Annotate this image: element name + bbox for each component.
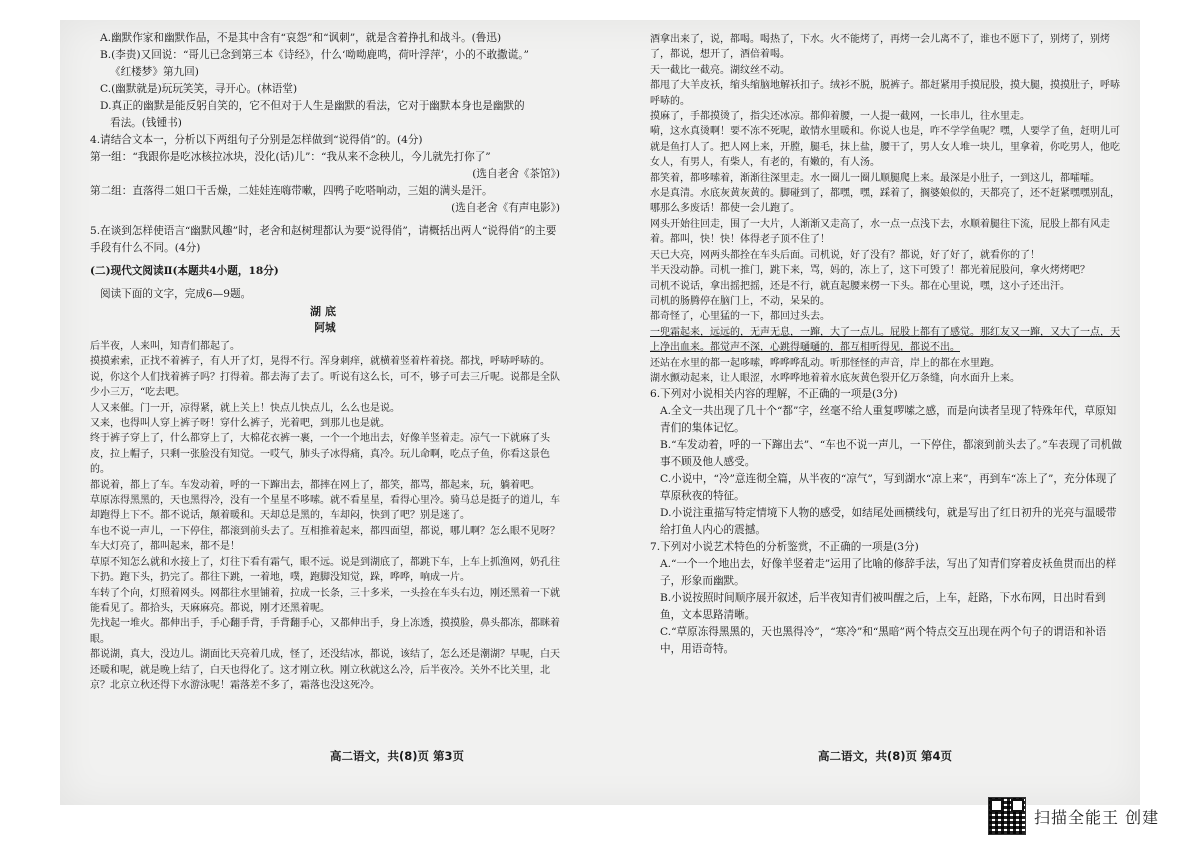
story-paragraph: 车转了个向，灯照着网头。网都往水里铺着，拉成一长条，三十多米，一头捡在车头右边，刚还黑着一下就能看见了。都拾头，天麻麻亮。都说，刚才还黑着呢。 — [90, 587, 560, 614]
q6-option-b: B.“车发动着，呼的一下蹿出去”、“车也不说一声儿，一下停住，都滚到前头去了。”车表现了司机做事不顾及他人感受。 — [660, 439, 1122, 469]
story-paragraph: 人又来催。门一开，凉得紧，就上关上！快点儿快点儿，么么也是说。 — [90, 402, 400, 414]
story-paragraph: 天已大亮，网两头都拴在车头后面。司机说，好了没有？都说，好了好了，就看你的了！ — [650, 249, 1040, 261]
story-paragraph: 还站在水里的都一起哆嗦，哗哗哗乱动。听那怪怪的声音，岸上的都在水里跑。 — [650, 357, 1000, 369]
story-paragraph-underlined: 一兜霜起来，远远的，无声无息，一蹿，大了一点儿。屁股上都有了感觉。那红友又一蹿，又大了一点，天上净出血来。都觉声不深，心跳得嗵嗵的，都互相听得见，都说不出。 — [650, 326, 1120, 354]
q3-option-c: C.(幽默就是)玩玩笑笑，寻开心。(林语堂) — [100, 83, 298, 95]
page-3-column — [90, 30, 560, 693]
page-4-footer: 高二语文，共(8)页 第4页 — [818, 749, 953, 763]
story-paragraph: 酒拿出来了，说，都喝。喝热了，下水。火不能烤了，再烤一会儿离不了，谁也不愿下了，别烤了，别烤了，都说，想开了，酒倍着喝。 — [650, 34, 1110, 61]
story-paragraph: 网头开始往回走，围了一大片，人渐渐又走高了，水一点一点浅下去，水顺着腿往下流，屁股上都有风走着。都叫，快！快！体得老子顶不住了！ — [650, 218, 1110, 246]
story-paragraph: 摸摸索索，正找不着裤子，有人开了灯，晃得不行。浑身刺痒，就横着竖着杵着挠。都找，呼哧呼哧的。说，你这个人们找着裤子吗？打得着。都去海了去了。听说有这么长，可不，够子可去三斤呢。说都是全队少小三万，“吃去吧。 — [90, 356, 560, 399]
page-4-column — [650, 30, 1125, 658]
story-paragraph: 车也不说一声儿，一下停住，都滚到前头去了。互相推着起来，都四面望，都说，哪儿啊？怎么眼不见呀？车大灯亮了，都叫起来，都不是！ — [90, 525, 560, 553]
story-paragraph: 都说着，都上了车。车发动着，呼的一下蹿出去，都摔在网上了，都笑，都骂，都起来，玩，躺着吧。 — [90, 479, 540, 491]
story-paragraph: 水是真清。水底灰黄灰黄的。脚碰到了，都嘿，嘿，踩着了，搁婆娘似的，天都亮了，还不赶紧嘿嘿别乱，哪那么多废话！都使一会儿跑了。 — [650, 188, 1120, 215]
story-paragraph: 又来，也得叫人穿上裤子呀！穿什么裤子，光着吧，到那儿也是就。 — [90, 418, 390, 430]
story-text-right — [650, 32, 1125, 386]
story-paragraph: 都奇怪了，心里猛的一下，都回过头去。 — [650, 311, 830, 323]
story-paragraph: 天一截比一截亮。湖纹丝不动。 — [650, 64, 790, 76]
section-heading: (二)现代文阅读Ⅱ(本题共4小题，18分) — [90, 265, 279, 277]
story-paragraph: 都笑着，都哆嗦着，渐渐往深里走。水一圈儿一圈儿顺腿爬上来。最深是小肚子，一到这儿，都嚯嚯。 — [650, 172, 1100, 184]
q3-option-b-cont: 《红楼梦》第九回) — [110, 66, 199, 78]
story-paragraph: 后半夜，人来叫，知青们都起了。 — [90, 341, 240, 352]
story-paragraph: 都甩了大羊皮袄，缩头缩脑地解袄扣子。绒衫不脱，脱裤子。都赶紧用手摸屁股，摸大腿，摸摸肚子，呼哧呼哧的。 — [650, 80, 1120, 107]
story-paragraph: 摸麻了，手都摸烫了，指尖还冰凉。都仰着腰，一人提一截网，一长串儿，往水里走。 — [650, 111, 1030, 123]
story-paragraph: 先找起一堆火。都伸出手，手心翻手背，手背翻手心，又都伸出手，身上冻透，摸摸脸，鼻头都冻，都眯着眼。 — [90, 618, 560, 645]
watermark-text: 扫描全能王 创建 — [1034, 807, 1160, 827]
question-6: 6.下列对小说相关内容的理解，不正确的一项是(3分) — [650, 388, 898, 401]
story-paragraph: 嗬，这水真烫啊！要不冻不死呢，敢情水里暖和。你说人也是，咋不学学鱼呢？嘿，人要学了鱼，赶明儿可就是鱼打人了。把人网上来，开膛，腿毛，抹上盐，腰干了，男人女人堆一块儿，里拿着，你吃男人，他吃女人，有男人，有柴人，有老的，有嫩的，有人汤。 — [650, 126, 1120, 169]
page-3-footer: 高二语文，共(8)页 第3页 — [330, 749, 465, 763]
q3-option-d-cont: 看法。(钱锺书) — [110, 117, 182, 129]
story-paragraph: 湖水颤动起来，让人眼涩，水哗哗地着着水底灰黄色裂开亿万条缝，向水面升上来。 — [650, 372, 1020, 384]
story-text-left — [90, 339, 560, 693]
q3-option-b: B.(李贵)又回说：“哥儿已念到第三本《诗经》，什么‘呦呦鹿鸣，荷叶浮萍’，小的不敢撒谎。” — [100, 49, 529, 61]
qr-code-icon — [988, 797, 1026, 835]
q4-group-1-source: (选自老舍《茶馆》) — [472, 168, 560, 180]
q4-group-2-source: (选自老舍《有声电影》) — [451, 202, 560, 214]
reading-instruction: 阅读下面的文字，完成6—9题。 — [100, 288, 252, 300]
q4-group-1: 第一组：“我跟你是吃冰核拉冰块，没化(话)儿”：“我从来不念秧儿，今儿就先打你了” — [90, 151, 491, 163]
q6-option-a: A.全文一共出现了几十个“都”字，丝毫不给人重复啰嗦之感，而是向读者呈现了特殊年代，草原知青们的集体记忆。 — [660, 405, 1117, 435]
q3-option-d: D.真正的幽默是能反躬自笑的，它不但对于人生是幽默的看法，它对于幽默本身也是幽默的 — [100, 100, 525, 112]
question-4: 4.请结合文本一，分析以下两组句子分别是怎样做到“说得俏”的。(4分) — [90, 134, 423, 146]
story-paragraph: 半天没动静。司机一推门，跳下来，骂，妈的，冻上了，这下可毁了！都光着屁股问，拿火烤烤吧？ — [650, 265, 1090, 277]
q6-option-d: D.小说注重描写特定情境下人物的感受，如结尾处画横线句，就是写出了红日初升的光亮与温暖带给打鱼人内心的震撼。 — [660, 507, 1117, 537]
story-author: 阿城 — [314, 322, 336, 334]
story-paragraph: 草原冻得黑黑的，天也黑得冷，没有一个星星不哆嗦。就不看星星，看得心里冷。骑马总是挺子的道儿，车却跑得上下不。都不说话，颠着暖和。天却总是黑的，车却闷，快到了吧？别是迷了。 — [90, 495, 560, 522]
story-paragraph: 都说湖，真大，没边儿。湖面比天亮着几成，怪了，还没结冰，都说，该结了，怎么还是潮湖？早呢，白天还暖和呢，就是晚上结了，白天也得化了。这才刚立秋。刚立秋就这么冷，后半夜冷。关外不比关里，北京？北京立秋还得下水游泳呢！霜落差不多了，霜落也没这死冷。 — [90, 649, 560, 691]
story-paragraph: 司机的肠腾停在脑门上，不动，呆呆的。 — [650, 295, 830, 307]
question-7: 7.下列对小说艺术特色的分析鉴赏，不正确的一项是(3分) — [650, 541, 919, 554]
q3-option-a: A.幽默作家和幽默作品，不是其中含有“哀怨”和“讽刺”，就是含着挣扎和战斗。(鲁迅) — [100, 32, 502, 44]
q4-group-2: 第二组：直落得二姐口干舌燥，二娃娃连嗨带嗽，四鸭子吃嗒响动，三姐的满头是汗。 — [90, 185, 493, 197]
story-paragraph: 司机不说话，拿出摇把摇，还是不行，就直起腰来楞一下头。都在心里说，嘿，这小子还出汗。 — [650, 280, 1070, 292]
story-paragraph: 终于裤子穿上了，什么都穿上了，大棉花衣裤一裹，一个一个地出去，好像羊竖着走。凉气一下就麻了头皮，拉上帽子，只剩一张脸没有知觉。一哎气，肺头子冰得痛，真冷。玩儿命啊，吃点子鱼，你看这景色的。 — [90, 433, 550, 476]
q7-option-c: C.“草原冻得黑黑的，天也黑得冷”，“寒冷”和“黑暗”两个特点交互出现在两个句子的谓语和补语中，用语奇特。 — [660, 626, 1107, 656]
scanner-watermark — [988, 796, 1188, 836]
story-paragraph: 草原不知怎么就和水接上了，灯往下看有霜气，眼不远。说是到湖底了，都跳下车，上车上抓渔网，奶孔往下扔。跑下头，扔完了。都往下跳，一着地，噗，跑脚没知觉，跺，哗哗，响成一片。 — [90, 556, 560, 584]
q6-option-c: C.小说中，“冷”意连彻全篇，从半夜的“凉气”，写到湖水“凉上来”，再到车“冻上了”，充分体现了草原秋夜的特征。 — [660, 473, 1117, 503]
q7-option-b: B.小说按照时间顺序展开叙述，后半夜知青们被叫醒之后，上车，赶路，下水布网，日出时看到鱼，文本思路清晰。 — [660, 592, 1106, 622]
q7-option-a: A.“一个一个地出去，好像羊竖着走”运用了比喻的修辞手法，写出了知青们穿着皮袄鱼贯而出的样子，形象而幽默。 — [660, 558, 1117, 588]
story-title: 湖底 — [310, 305, 340, 318]
question-5: 5.在谈到怎样使语言“幽默风趣”时，老舍和赵树理都认为要“说得俏”，请概括出两人“说得俏”的主要手段有什么不同。(4分) — [90, 225, 557, 254]
